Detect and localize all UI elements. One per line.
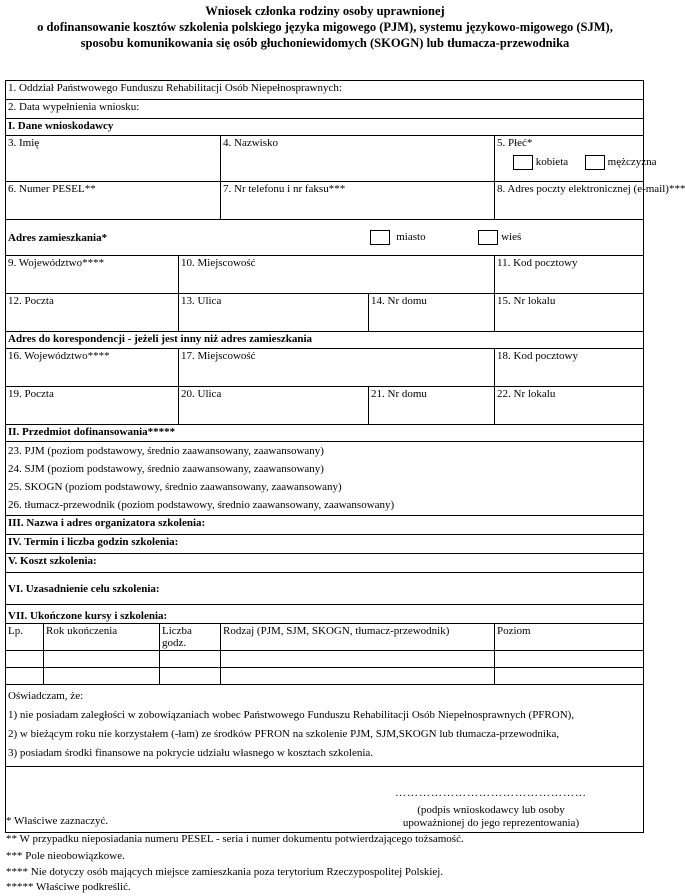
option-sjm[interactable]: 24. SJM (poziom podstawowy, średnio zaawansowany, zaawansowany) bbox=[8, 463, 324, 475]
courses-cell[interactable] bbox=[44, 668, 160, 685]
field-postal-code[interactable] bbox=[495, 256, 644, 294]
field-corr-post-office-label: 19. Poczta bbox=[8, 388, 54, 400]
field-pfron-branch[interactable]: 1. Oddział Państwowego Funduszu Rehabilitacji Osób Niepełnosprawnych: bbox=[6, 81, 644, 100]
declaration-item-2: 2) w bieżącym roku nie korzystałem (-łam) ze środków PFRON na szkolenie PJM, SJM,SKOGN lub tłumacza-przewodnika, bbox=[8, 728, 560, 740]
courses-cell[interactable] bbox=[6, 668, 44, 685]
footnote-1: * Właściwe zaznaczyć. bbox=[6, 815, 109, 827]
section-justification[interactable]: VI. Uzasadnienie celu szkolenia: bbox=[6, 573, 644, 605]
field-apartment-number[interactable] bbox=[495, 294, 644, 332]
declaration-block bbox=[6, 685, 644, 767]
section-term-hours[interactable]: IV. Termin i liczba godzin szkolenia: bbox=[6, 535, 644, 554]
checkbox-city[interactable] bbox=[370, 230, 390, 245]
courses-col-hours: Liczba godz. bbox=[160, 624, 221, 651]
section-completed-courses: VII. Ukończone kursy i szkolenia: bbox=[6, 605, 644, 624]
checkbox-village[interactable] bbox=[478, 230, 498, 245]
field-email-label: 8. Adres poczty elektronicznej (e-mail)*** bbox=[497, 183, 685, 195]
courses-col-type: Rodzaj (PJM, SJM, SKOGN, tłumacz-przewodnik) bbox=[221, 624, 495, 651]
courses-cell[interactable] bbox=[160, 651, 221, 668]
field-street[interactable] bbox=[179, 294, 369, 332]
field-last-name[interactable] bbox=[221, 136, 495, 182]
field-pesel[interactable] bbox=[6, 182, 221, 220]
field-corr-street[interactable] bbox=[179, 387, 369, 425]
form-title: Wniosek członka rodziny osoby uprawnionej bbox=[205, 4, 445, 18]
footnote-3: *** Pole nieobowiązkowe. bbox=[6, 850, 125, 862]
field-corr-voivodeship-label: 16. Województwo**** bbox=[8, 350, 110, 362]
residence-address-label: Adres zamieszkania* bbox=[8, 231, 108, 244]
courses-cell[interactable] bbox=[221, 668, 495, 685]
field-locality[interactable] bbox=[179, 256, 495, 294]
field-corr-street-label: 20. Ulica bbox=[181, 388, 222, 400]
field-pesel-label: 6. Numer PESEL** bbox=[8, 183, 96, 195]
field-phone-fax-label: 7. Nr telefonu i nr faksu*** bbox=[223, 183, 346, 195]
field-voivodeship[interactable] bbox=[6, 256, 179, 294]
courses-header-row bbox=[6, 624, 644, 651]
field-gender bbox=[495, 136, 657, 182]
field-last-name-label: 4. Nazwisko bbox=[223, 137, 278, 149]
field-house-number[interactable] bbox=[369, 294, 495, 332]
field-corr-house-number[interactable] bbox=[369, 387, 495, 425]
courses-row bbox=[6, 651, 644, 668]
field-corr-locality-label: 17. Miejscowość bbox=[181, 350, 256, 362]
field-corr-postal-code-label: 18. Kod pocztowy bbox=[497, 350, 578, 362]
field-gender-label: 5. Płeć* bbox=[497, 137, 533, 149]
field-postal-code-label: 11. Kod pocztowy bbox=[497, 257, 578, 269]
declaration-item-1: 1) nie posiadam zaległości w zobowiązaniach wobec Państwowego Funduszu Rehabilitacji Osób Niepełnosprawnych (PFRON), bbox=[8, 709, 575, 721]
field-fill-date[interactable]: 2. Data wypełnienia wniosku: bbox=[6, 100, 644, 119]
form-subtitle-line-1: o dofinansowanie kosztów szkolenia polskiego języka migowego (PJM), systemu językowo-migowego (SJM), bbox=[37, 20, 613, 34]
field-street-label: 13. Ulica bbox=[181, 295, 222, 307]
field-corr-postal-code[interactable] bbox=[495, 349, 644, 387]
signature-caption-1: (podpis wnioskodawcy lub osoby bbox=[417, 804, 565, 816]
field-email[interactable] bbox=[495, 182, 685, 220]
courses-cell[interactable] bbox=[495, 668, 644, 685]
section-applicant-data: I. Dane wnioskodawcy bbox=[6, 119, 644, 136]
residence-address-header bbox=[6, 220, 644, 256]
courses-cell[interactable] bbox=[495, 651, 644, 668]
checkbox-city-label: miasto bbox=[396, 230, 426, 243]
courses-row bbox=[6, 668, 644, 685]
checkbox-male-label: mężczyzna bbox=[607, 156, 657, 169]
field-corr-locality[interactable] bbox=[179, 349, 495, 387]
declaration-item-3: 3) posiadam środki finansowe na pokrycie udziału własnego w kosztach szkolenia. bbox=[8, 747, 374, 759]
option-pjm[interactable]: 23. PJM (poziom podstawowy, średnio zaawansowany, zaawansowany) bbox=[8, 445, 324, 457]
field-corr-house-number-label: 21. Nr domu bbox=[371, 388, 427, 400]
checkbox-female[interactable] bbox=[513, 155, 533, 170]
option-interpreter-guide[interactable]: 26. tłumacz-przewodnik (poziom podstawowy, średnio zaawansowany, zaawansowany) bbox=[8, 499, 395, 511]
field-corr-apartment-number-label: 22. Nr lokalu bbox=[497, 388, 556, 400]
signature-caption-2: upoważnionej do jego reprezentowania) bbox=[402, 817, 580, 829]
courses-col-level: Poziom bbox=[495, 624, 644, 651]
footnote-5: ***** Właściwe podkreślić. bbox=[6, 881, 131, 893]
field-house-number-label: 14. Nr domu bbox=[371, 295, 427, 307]
correspondence-address-header: Adres do korespondencji - jeżeli jest inny niż adres zamieszkania bbox=[6, 332, 644, 349]
field-first-name-label: 3. Imię bbox=[8, 137, 40, 149]
form-subtitle-line-2: sposobu komunikowania się osób głuchoniewidomych (SKOGN) lub tłumacza-przewodnika bbox=[80, 36, 570, 50]
signature-line[interactable]: ………………………………………… bbox=[395, 787, 587, 799]
application-form-table bbox=[5, 80, 685, 833]
checkbox-village-label: wieś bbox=[501, 230, 522, 243]
field-locality-label: 10. Miejscowość bbox=[181, 257, 256, 269]
section-funding-subject: II. Przedmiot dofinansowania***** bbox=[6, 425, 644, 442]
checkbox-male[interactable] bbox=[585, 155, 605, 170]
footnote-4: **** Nie dotyczy osób mających miejsce zamieszkania poza terytorium Rzeczypospolitej Polskiej. bbox=[6, 866, 444, 878]
option-skogn[interactable]: 25. SKOGN (poziom podstawowy, średnio zaawansowany, zaawansowany) bbox=[8, 481, 342, 493]
field-corr-post-office[interactable] bbox=[6, 387, 179, 425]
courses-cell[interactable] bbox=[44, 651, 160, 668]
footnote-2: ** W przypadku nieposiadania numeru PESEL - seria i numer dokumentu potwierdzającego tożsamość. bbox=[6, 833, 464, 845]
field-apartment-number-label: 15. Nr lokalu bbox=[497, 295, 556, 307]
field-corr-voivodeship[interactable] bbox=[6, 349, 179, 387]
courses-cell[interactable] bbox=[221, 651, 495, 668]
field-voivodeship-label: 9. Województwo**** bbox=[8, 257, 105, 269]
declaration-intro: Oświadczam, że: bbox=[8, 690, 84, 702]
courses-col-year: Rok ukończenia bbox=[44, 624, 160, 651]
field-first-name[interactable] bbox=[6, 136, 221, 182]
funding-subject-options bbox=[6, 442, 644, 516]
field-phone-fax[interactable] bbox=[221, 182, 495, 220]
courses-col-lp: Lp. bbox=[6, 624, 44, 651]
section-cost[interactable]: V. Koszt szkolenia: bbox=[6, 554, 644, 573]
courses-cell[interactable] bbox=[6, 651, 44, 668]
checkbox-female-label: kobieta bbox=[535, 156, 569, 169]
section-organizer[interactable]: III. Nazwa i adres organizatora szkolenia: bbox=[6, 516, 644, 535]
field-post-office[interactable] bbox=[6, 294, 179, 332]
field-post-office-label: 12. Poczta bbox=[8, 295, 54, 307]
courses-cell[interactable] bbox=[160, 668, 221, 685]
field-corr-apartment-number[interactable] bbox=[495, 387, 644, 425]
